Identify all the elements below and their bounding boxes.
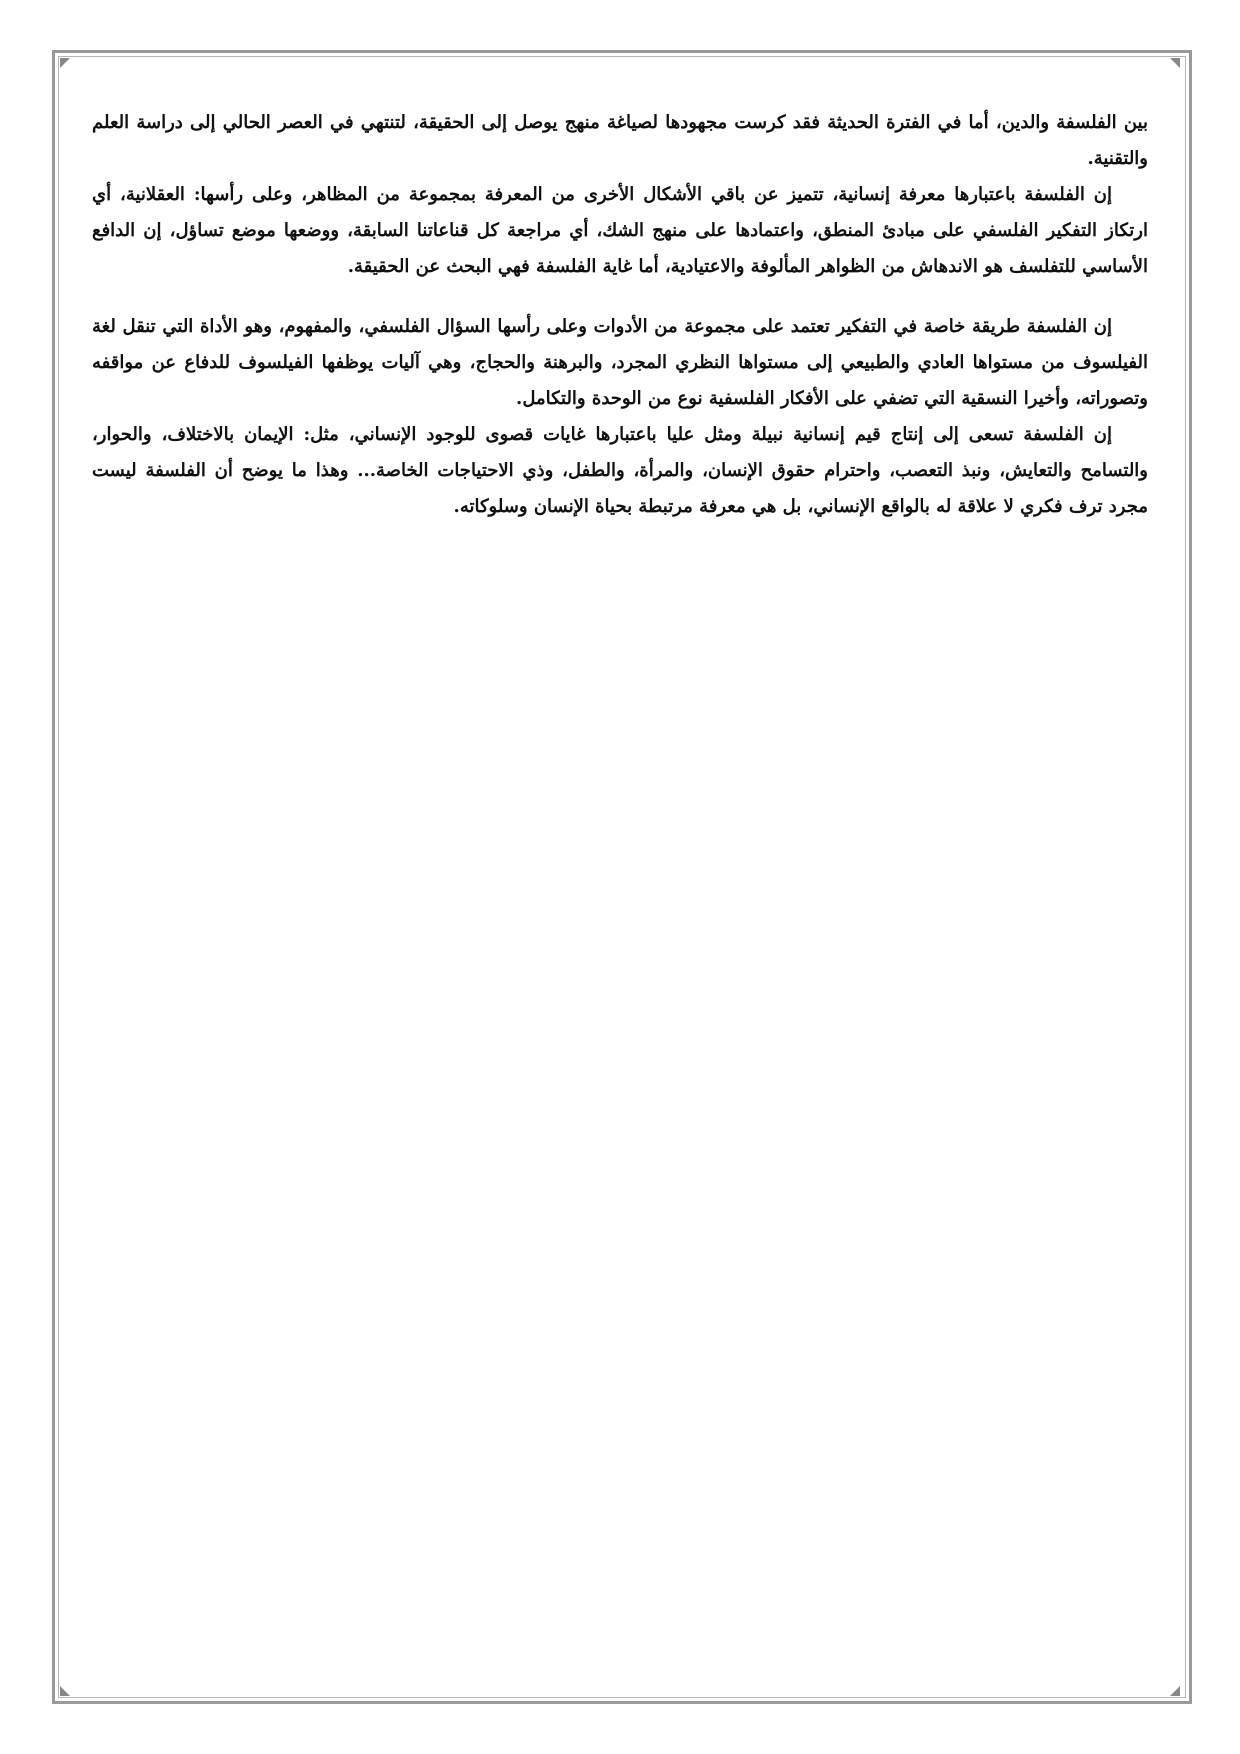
corner-ornament-bottom-right — [1170, 1686, 1180, 1696]
document-body — [92, 105, 1148, 525]
paragraph-intro-continuation: بين الفلسفة والدين، أما في الفترة الحديثة فقد كرست مجهودها لصياغة منهج يوصل إلى الحقيقة، لتنتهي في العصر الحالي إلى دراسة العلم والتقنية. — [92, 112, 1148, 169]
corner-ornament-top-left — [60, 58, 70, 68]
corner-ornament-top-right — [1170, 58, 1180, 68]
corner-ornament-bottom-left — [60, 1686, 70, 1696]
paragraph-philosophy-characteristics: إن الفلسفة باعتبارها معرفة إنسانية، تتميز عن باقي الأشكال الأخرى من المعرفة بمجموعة من المظاهر، وعلى رأسها: العقلانية، أي ارتكاز التفكير الفلسفي على مبادئ المنطق، واعتمادها على منهج الشك، أي مراجعة كل قناعاتنا السابقة، ووضعها موضع تساؤل، إن الدافع الأساسي للتفلسف هو الاندهاش من الظواهر المألوفة والاعتيادية، أما غاية الفلسفة فهي البحث عن الحقيقة. — [92, 184, 1148, 277]
paragraph-philosophy-tools: إن الفلسفة طريقة خاصة في التفكير تعتمد على مجموعة من الأدوات وعلى رأسها السؤال الفلسفي، والمفهوم، وهو الأداة التي تنقل لغة الفيلسوف من مستواها العادي والطبيعي إلى مستواها النظري المجرد، والبرهنة والحجاج، وهي آليات يوظفها الفيلسوف للدفاع عن مواقفه وتصوراته، وأخيرا النسقية التي تضفي على الأفكار الفلسفية نوع من الوحدة والتكامل. — [92, 316, 1148, 409]
paragraph-philosophy-values: إن الفلسفة تسعى إلى إنتاج قيم إنسانية نبيلة ومثل عليا باعتبارها غايات قصوى للوجود الإنساني، مثل: الإيمان بالاختلاف، والحوار، والتسامح والتعايش، ونبذ التعصب، واحترام حقوق الإنسان، والمرأة، والطفل، وذي الاحتياجات الخاصة... وهذا ما يوضح أن الفلسفة ليست مجرد ترف فكري لا علاقة له بالواقع الإنساني، بل هي معرفة مرتبطة بحياة الإنسان وسلوكاته. — [92, 424, 1148, 517]
